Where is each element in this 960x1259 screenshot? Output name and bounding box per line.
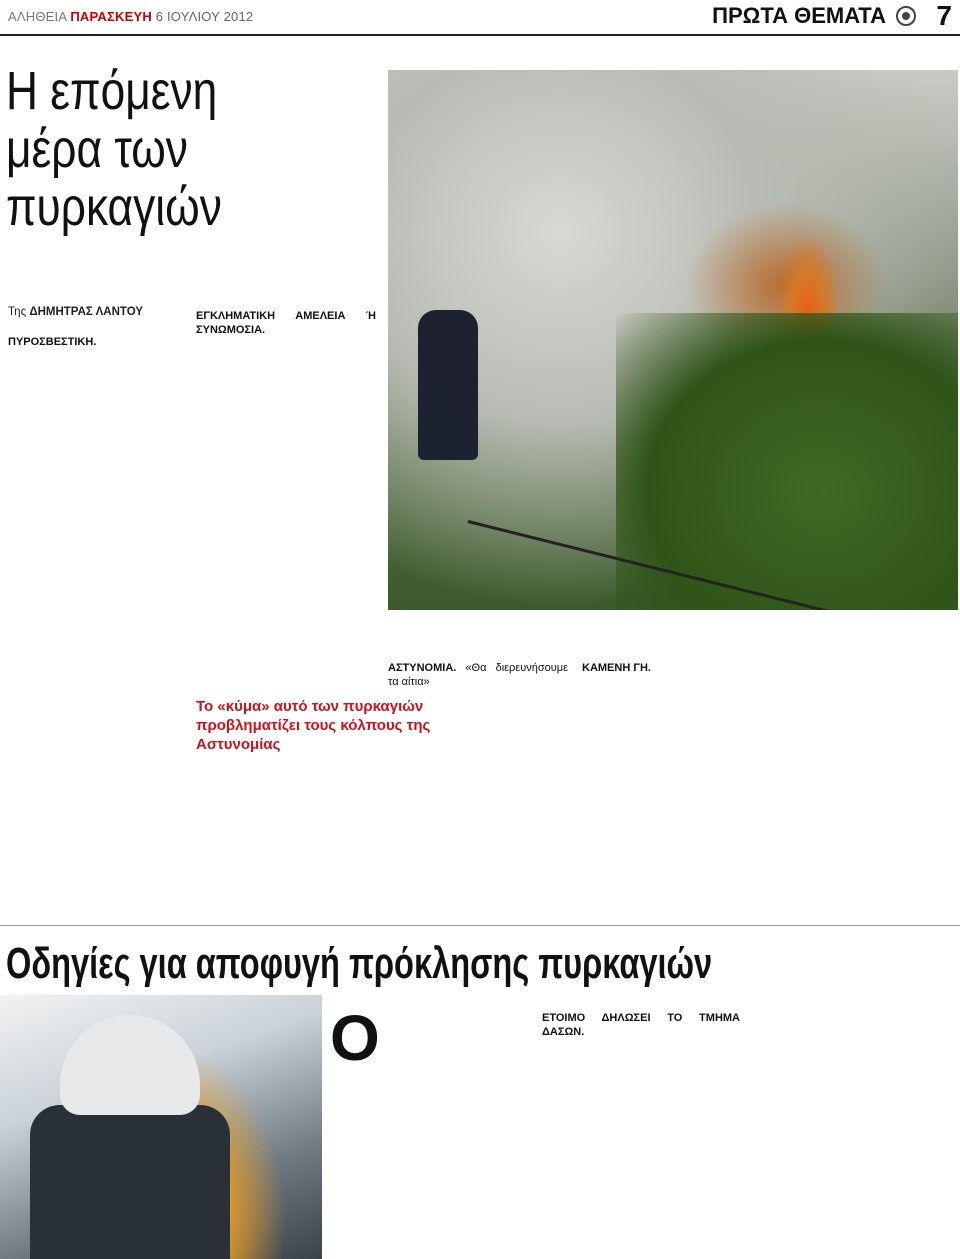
paragraph xyxy=(542,1012,740,1039)
byline-prefix: Της xyxy=(8,306,27,318)
article-column-4 xyxy=(582,656,762,920)
article-column-2b xyxy=(196,853,376,919)
paragraph xyxy=(582,662,762,676)
drop-cap: Ο xyxy=(330,1002,380,1074)
second-article-column-2 xyxy=(542,1006,740,1256)
article-column-5 xyxy=(772,656,952,920)
byline xyxy=(8,306,143,318)
newspaper-name: ΑΛΗΘΕΙΑ xyxy=(8,9,67,24)
article-column-1 xyxy=(8,330,182,920)
paragraph-lead: ΕΓΚΛΗΜΑΤΙΚΗ ΑΜΕΛΕΙΑ Ή ΣΥΝΩΜΟΣΙΑ. xyxy=(196,310,376,336)
firefighter-photo xyxy=(0,995,322,1259)
issue-date: 6 ΙΟΥΛΙΟΥ 2012 xyxy=(155,9,254,24)
paragraph-lead: ΕΤΟΙΜΟ ΔΗΛΩΣΕΙ ΤΟ ΤΜΗΜΑ ΔΑΣΩΝ. xyxy=(542,1012,740,1038)
second-article-column-1 xyxy=(330,1002,526,1256)
wildfire-photo xyxy=(388,70,958,610)
byline-author: ΔΗΜΗΤΡΑΣ ΛΑΝΤΟΥ xyxy=(29,306,143,318)
section-divider xyxy=(0,925,960,926)
paragraph xyxy=(196,310,376,337)
page-header xyxy=(0,0,960,34)
page-number: 7 xyxy=(936,0,952,31)
firefighter-helmet xyxy=(60,1015,200,1115)
article-column-3 xyxy=(388,656,568,920)
second-article-column-3 xyxy=(758,1006,954,1256)
header-rule xyxy=(0,34,960,36)
article-headline: Η επόμενη μέρα των πυρκαγιών xyxy=(6,61,222,237)
foliage xyxy=(616,313,958,610)
paragraph-lead: ΠΥΡΟΣΒΕΣΤΙΚΗ. xyxy=(8,336,97,348)
paragraph-lead: ΚΑΜΕΝΗ ΓΗ. xyxy=(582,662,651,674)
paragraph xyxy=(8,336,182,350)
newspaper-logo-icon xyxy=(896,6,916,26)
paragraph-lead: ΑΣΤΥΝΟΜΙΑ. xyxy=(388,662,457,674)
article-column-2a xyxy=(196,304,376,692)
firefighter-figure xyxy=(418,310,478,460)
firefighter-suit xyxy=(30,1105,230,1259)
paragraph: ΑΣΤΥΝΟΜΙΑ. «Θα διερευνήσουμε τα αίτια» xyxy=(388,662,568,688)
pull-quote: Το «κύμα» αυτό των πυρκαγιών προβληματίζει τους κόλπους της Αστυνομίας xyxy=(196,698,431,753)
issue-day: ΠΑΡΑΣΚΕΥΗ xyxy=(70,9,152,24)
masthead xyxy=(8,9,253,24)
second-article-headline: Οδηγίες για αποφυγή πρόκλησης πυρκαγιών xyxy=(6,939,713,988)
section-title: ΠΡΩΤΑ ΘΕΜΑΤΑ xyxy=(712,3,886,28)
